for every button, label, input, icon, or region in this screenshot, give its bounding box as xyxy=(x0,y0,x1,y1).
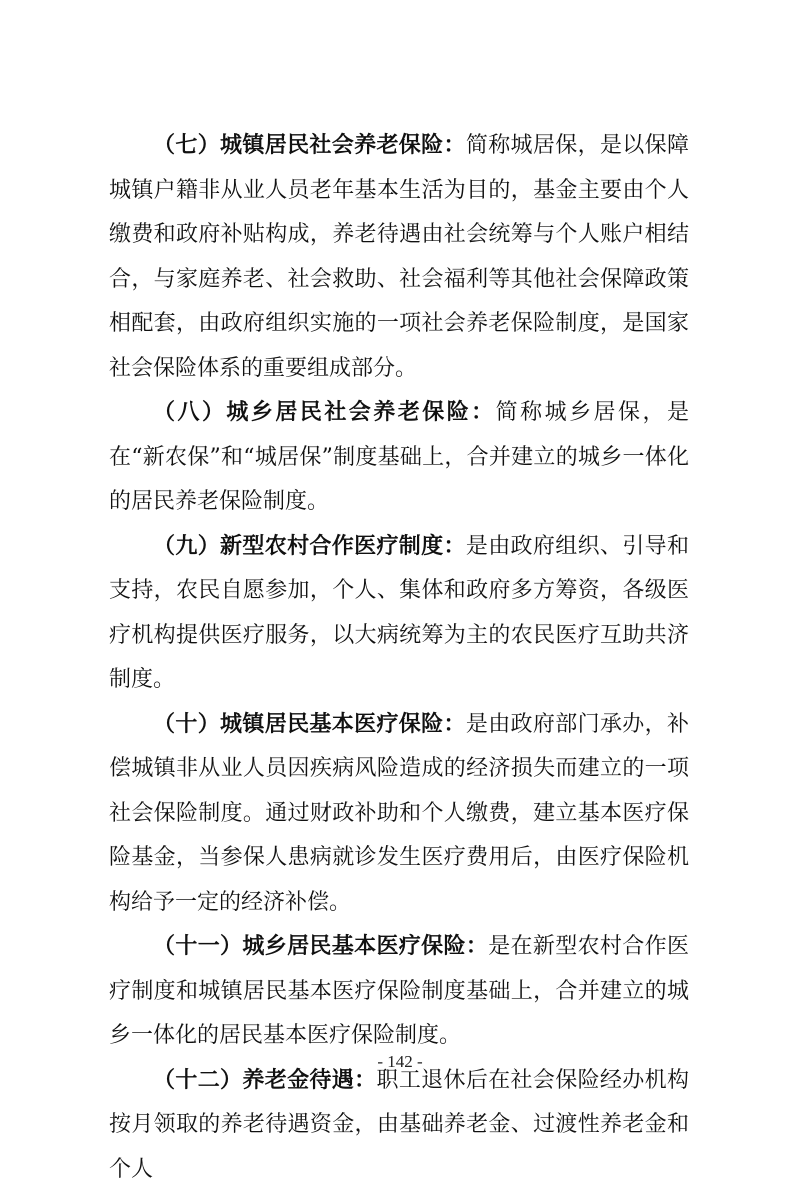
paragraph-10 xyxy=(109,703,689,926)
paragraph-body: 是在新型农村合作医疗制度和城镇居民基本医疗保险制度基础上，合并建立的城乡一体化的居民基本医疗保险制度。 xyxy=(109,934,689,1048)
body-text xyxy=(109,124,689,1192)
paragraph-body: 是由政府组织、引导和支持，农民自愿参加，个人、集体和政府多方筹资，各级医疗机构提供医疗服务，以大病统筹为主的农民医疗互助共济制度。 xyxy=(109,534,689,693)
paragraph-11 xyxy=(109,925,689,1059)
paragraph-term: （八）城乡居民社会养老保险： xyxy=(153,400,496,425)
paragraph-body: 职工退休后在社会保险经办机构按月领取的养老待遇资金，由基础养老金、过渡性养老金和个人 xyxy=(109,1068,689,1182)
paragraph-body: 简称城居保，是以保障城镇户籍非从业人员老年基本生活为目的，基金主要由个人缴费和政府补贴构成，养老待遇由社会统筹与个人账户相结合，与家庭养老、社会救助、社会福利等其他社会保障政策相配套，由政府组织实施的一项社会养老保险制度，是国家社会保险体系的重要组成部分。 xyxy=(109,133,689,381)
paragraph-8 xyxy=(109,391,689,525)
paragraph-body: 是由政府部门承办，补偿城镇非从业人员因疾病风险造成的经济损失而建立的一项社会保险制度。通过财政补助和个人缴费，建立基本医疗保险基金，当参保人患病就诊发生医疗费用后，由医疗保险机构给予一定的经济补偿。 xyxy=(109,712,689,915)
paragraph-term: （十一）城乡居民基本医疗保险： xyxy=(153,934,488,959)
paragraph-9 xyxy=(109,525,689,703)
page-number: - 142 - xyxy=(0,1052,800,1072)
paragraph-term: （七）城镇居民社会养老保险： xyxy=(153,133,466,158)
paragraph-term: （九）新型农村合作医疗制度： xyxy=(153,534,466,559)
paragraph-term: （十）城镇居民基本医疗保险： xyxy=(153,712,466,737)
paragraph-term: （十二）养老金待遇： xyxy=(153,1068,376,1093)
paragraph-12 xyxy=(109,1059,689,1192)
paragraph-7 xyxy=(109,124,689,391)
paragraph-body: 简称城乡居保，是在“新农保”和“城居保”制度基础上，合并建立的城乡一体化的居民养老保险制度。 xyxy=(109,400,689,514)
